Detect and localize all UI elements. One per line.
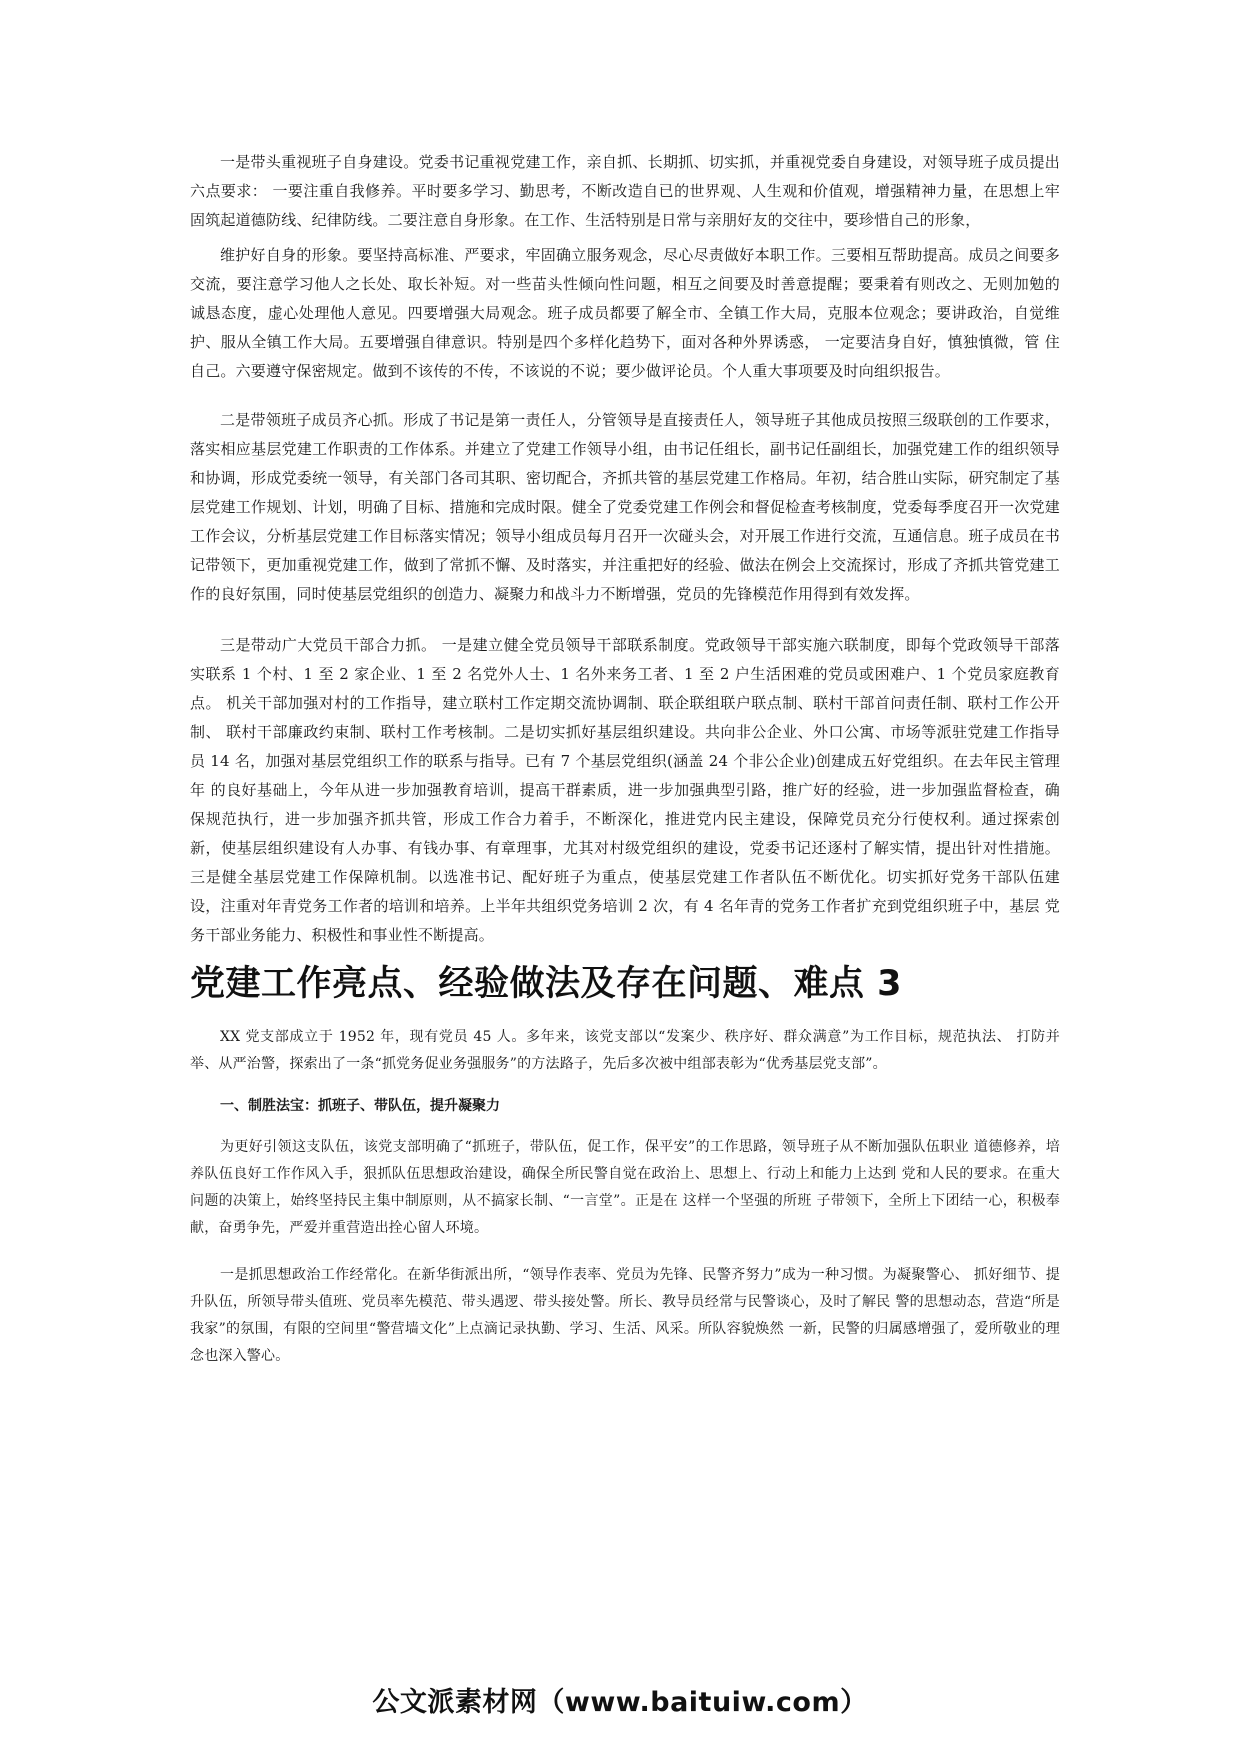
paragraph-team-coordination: 二是带领班子成员齐心抓。形成了书记是第一责任人，分管领导是直接责任人，领导班子其他成员按照三级联创的工作要求，落实相应基层党建工作职责的工作体系。并建立了党建工作领导小组，由书记任组长，副书记任副组长，加强党建工作的组织领导和协调，形成党委统一领导，有关部门各司其职、密切配合，齐抓共管的基层党建工作格局。年初，结合胜山实际，研究制定了基层党建工作规划、计划，明确了目标、措施和完成时限。健全了党委党建工作例会和督促检查考核制度，党委每季度召开一次党建工作会议，分析基层党建工作目标落实情况；领导小组成员每月召开一次碰头会，对开展工作进行交流，互通信息。班子成员在书记带领下，更加重视党建工作，做到了常抓不懈、及时落实，并注重把好的经验、做法在例会上交流探讨，形成了齐抓共管党建工作的良好氛围，同时使基层党组织的创造力、凝聚力和战斗力不断增强，党员的先锋模范作用得到有效发挥。 [190, 411, 1060, 603]
paragraph-leadership-self-building: 一是带头重视班子自身建设。党委书记重视党建工作，亲自抓、长期抓、切实抓，并重视党委自身建设，对领导班子成员提出六点要求： 一要注重自我修养。平时要多学习、勤思考，不断改造自已的世界观、人生观和价值观，增强精神力量，在思想上牢固筑起道德防线、纪律防线。二要注意自身形象。在工作、生活特别是日常与亲朋好友的交往中，要珍惜自己的形象， [190, 153, 1060, 229]
paragraph-political-work: 一是抓思想政治工作经常化。在新华街派出所，“领导作表率、党员为先锋、民警齐努力”成为一种习惯。为凝聚警心、 抓好细节、提升队伍，所领导带头值班、党员率先模范、带头遇逻、带头接处警。所长、教导员经常与民警谈心，及时了解民 警的思想动态，营造“所是我家”的氛围，有限的空间里“警营墙文化”上点滴记录执勤、学习、生活、风采。所队容貌焕然 一新，民警的归属感增强了，爱所敬业的理念也深入警心。 [190, 1267, 1060, 1364]
paragraph-work-approach: 为更好引领这支队伍，该党支部明确了“抓班子，带队伍，促工作，保平安”的工作思路，领导班子从不断加强队伍职业 道德修养，培养队伍良好工作作风入手，狠抓队伍思想政治建设，确保全所民警自觉在政治上、思想上、行动上和能力上达到 党和人民的要求。在重大问题的决策上，始终坚持民主集中制原则，从不搞家长制、“一言堂”。正是在 这样一个坚强的所班 子带领下，全所上下团结一心，积极奉献，奋勇争先，严爱并重营造出拴心留人环境。 [190, 1139, 1060, 1236]
footer-watermark: 公文派素材网（www.baituiw.com） [372, 1687, 868, 1718]
paragraph-cadre-mobilization: 三是带动广大党员干部合力抓。 一是建立健全党员领导干部联系制度。党政领导干部实施六联制度，即每个党政领导干部落实联系 1 个村、1 至 2 家企业、1 至 2 名党外人士、1 名外来务工者、1 至 2 户生活困难的党员或困难户、1 个党员家庭教育点。 机关干部加强对村的工作指导，建立联村工作定期交流协调制、联企联组联户联点制、联村干部首问责任制、联村工作公开制、 联村干部廉政约束制、联村工作考核制。二是切实抓好基层组织建设。共向非公企业、外口公寓、市场等派驻党建工作指导员 14 名，加强对基层党组织工作的联系与指导。已有 7 个基层党组织(涵盖 24 个非公企业)创建成五好党组织。在去年民主管理年 的良好基础上，今年从进一步加强教育培训，提高干群素质，进一步加强典型引路，推广好的经验，进一步加强监督检查，确 保规范执行，进一步加强齐抓共管，形成工作合力着手，不断深化，推进党内民主建设，保障党员充分行使权利。通过探索创 新，使基层组织建设有人办事、有钱办事、有章理事，尤其对村级党组织的建设，党委书记还逐村了解实情，提出针对性措施。 三是健全基层党建工作保障机制。以选准书记、配好班子为重点，使基层党建工作者队伍不断优化。切实抓好党务干部队伍建 设，注重对年青党务工作者的培训和培养。上半年共组织党务培训 2 次，有 4 名年青的党务工作者扩充到党组织班子中，基层 党务干部业务能力、积极性和事业性不断提高。 [190, 636, 1060, 944]
paragraph-branch-intro: XX 党支部成立于 1952 年，现有党员 45 人。多年来，该党支部以“发案少、秩序好、群众满意”为工作目标，规范执法、 打防并举、从严治警，探索出了一条“抓党务促业务强服务”的方法路子，先后多次被中组部表彰为“优秀基层党支部”。 [190, 1029, 1060, 1072]
paragraph-six-requirements: 维护好自身的形象。要坚持高标准、严要求，牢固确立服务观念，尽心尽责做好本职工作。三要相互帮助提高。成员之间要多交流，要注意学习他人之长处、取长补短。对一些苗头性倾向性问题，相互之间要及时善意提醒；要秉着有则改之、无则加勉的 诚恳态度，虚心处理他人意见。四要增强大局观念。班子成员都要了解全市、全镇工作大局，克服本位观念；要讲政治，自觉维 护、服从全镇工作大局。五要增强自律意识。特别是四个多样化趋势下，面对各种外界诱惑， 一定要洁身自好，慎独慎微，管 住自己。六要遵守保密规定。做到不该传的不传，不该说的不说；要少做评论员。个人重大事项要及时向组织报告。 [190, 246, 1060, 380]
document-body [190, 148, 1060, 1370]
subsection-heading: 一、制胜法宝：抓班子、带队伍，提升凝聚力 [220, 1098, 500, 1114]
section-heading: 党建工作亮点、经验做法及存在问题、难点 3 [190, 964, 903, 1004]
